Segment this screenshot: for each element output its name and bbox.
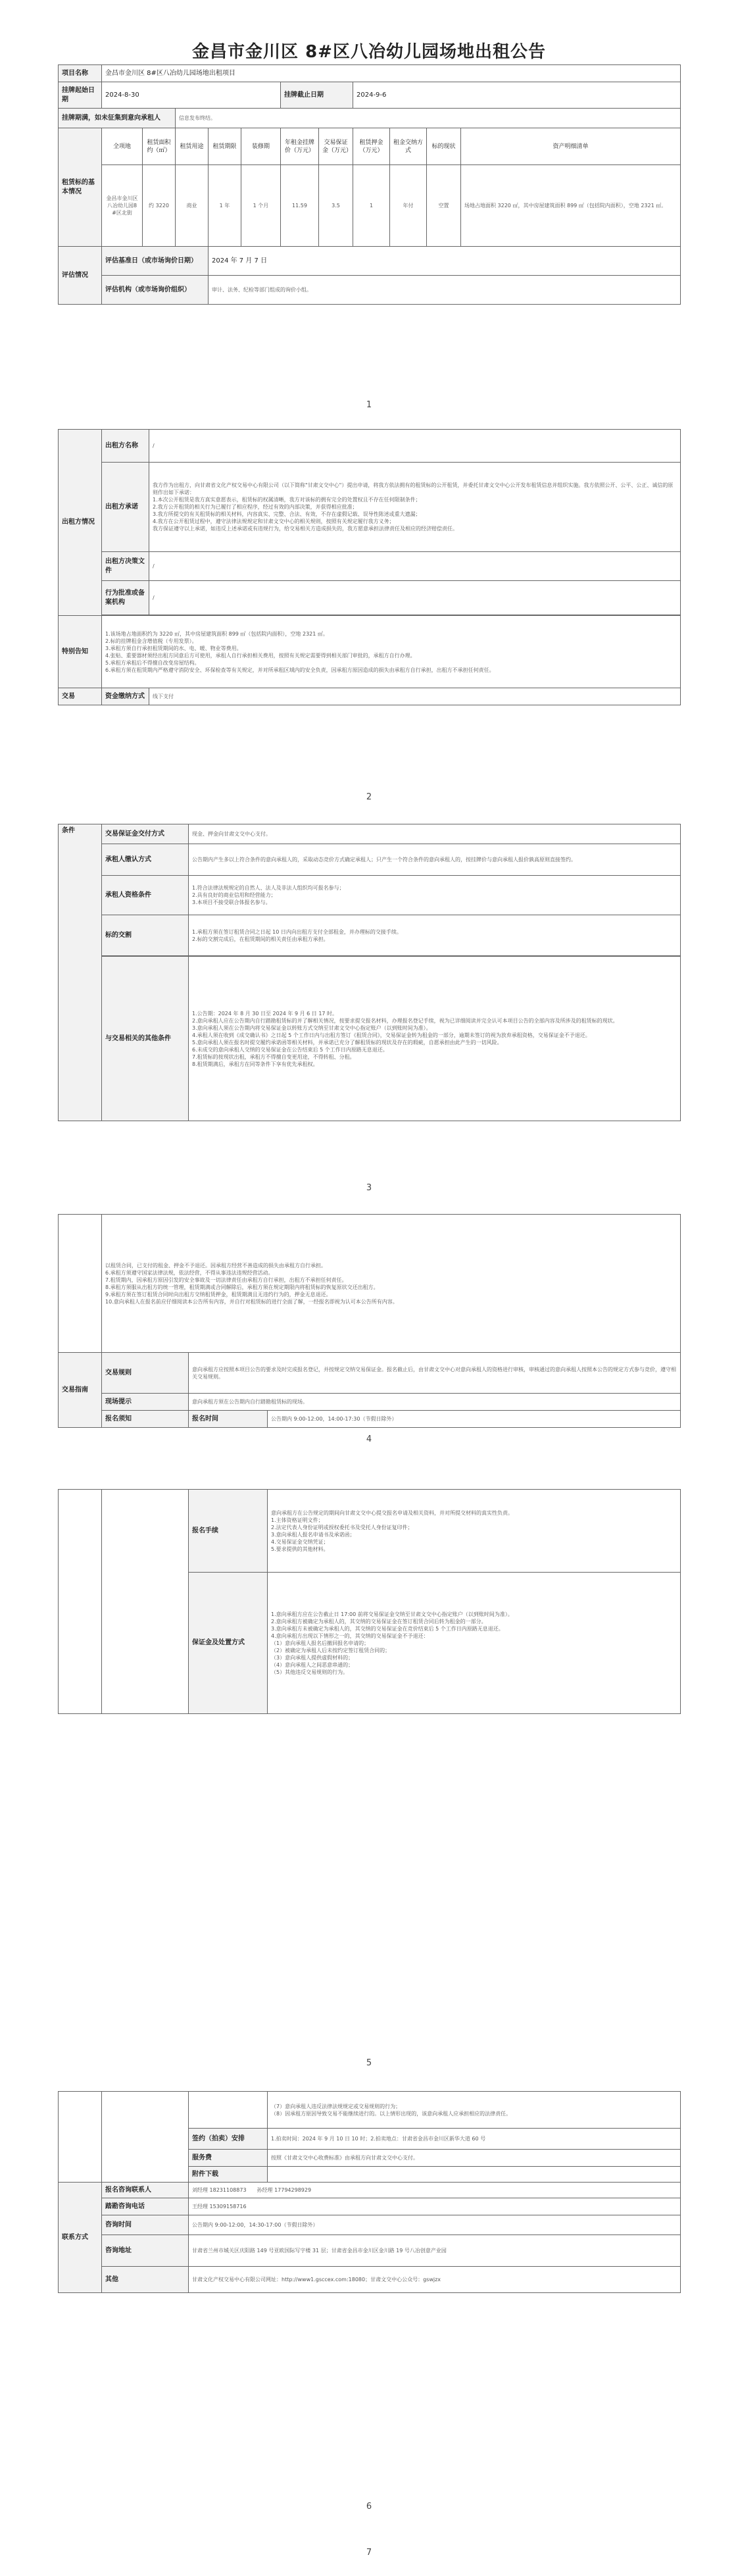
- eval-org-label: 评估机构（或市场询价组织）: [102, 276, 209, 305]
- special-label: 特别告知: [59, 616, 102, 688]
- survey-phone-label: 踏勘咨询电话: [102, 2198, 189, 2215]
- table-cell: 金昌市金川区八冶幼儿园8#区北街: [102, 165, 143, 247]
- header-cell: 交易保证金（万元）: [319, 128, 353, 165]
- table-cell: 空置: [427, 165, 461, 247]
- header-cell: 年租金挂牌价（万元）: [281, 128, 319, 165]
- promise-text: [149, 463, 681, 552]
- other-line: 6.未成交的意向承租人交纳的交易保证金在公告结束后 5 个工作日内原路无息退还。: [192, 1046, 388, 1053]
- attachment-label: 附件下载: [189, 2167, 268, 2183]
- special-text: [102, 616, 681, 688]
- decision-label: 出租方决策文件: [102, 552, 149, 581]
- header-cell: 租赁押金（万元）: [353, 128, 390, 165]
- page-number: 7: [366, 2548, 372, 2558]
- header-cell: 标的现状: [427, 128, 461, 165]
- lessor-label: 出租方情况: [59, 430, 102, 616]
- other-line: 4.承租人须在收到《成交确认书》之日起 5 个工作日内与出租方签订《租赁合同》，交易保证金转为租金的一部分，逾期未签订的视为放弃承租资格，交易保证金不予退还。: [192, 1032, 591, 1038]
- lessor-name-value: /: [149, 430, 681, 463]
- handover-label: 标的交割: [102, 915, 189, 956]
- trade-rules-label: 交易规则: [102, 1353, 189, 1394]
- page-number: 6: [366, 2502, 372, 2512]
- other-line: 1.公告期：2024 年 8 月 30 日至 2024 年 9 月 6 日 17 时。: [192, 1010, 338, 1017]
- bond-line: （3）意向承租人提供虚假材料的；: [271, 1654, 354, 1661]
- pay-way-label: 承租人缴认方式: [102, 844, 189, 876]
- project-name-label: 项目名称: [59, 65, 102, 82]
- bond-continued-text: [268, 2092, 681, 2129]
- consult-time-value: 公告期内 9:00-12:00，14:30-17:00（节假日除外）: [189, 2215, 681, 2235]
- empty-cell: [59, 1215, 102, 1353]
- bond-line: 2.意向承租方被确定为承租人的，其交纳的交易保证金在签订租赁合同后转为租金的一部分。: [271, 1618, 487, 1625]
- promise-line: 我方作为出租方，向甘肃省文化产权交易中心有限公司（以下简称"甘肃文交中心"）提出申请，将我方依法拥有的租赁标的公开租赁，并委托甘肃文交中心公开发布租赁信息并组织实施。我方依照公开、公平、公正、诚信的原则作出如下承诺：: [153, 482, 674, 495]
- consult-address-label: 咨询地址: [102, 2235, 189, 2267]
- eval-label: 评估情况: [59, 247, 102, 305]
- consult-address-value: 甘肃省兰州市城关区庆阳路 149 号亚欧国际写字楼 31 层；甘肃省金昌市金川区金川路 19 号八冶创意产业园: [189, 2235, 681, 2267]
- handover-line: 2.标的交割完成后，在租赁期间的相关责任由承租方承担。: [192, 936, 329, 942]
- table-cell: 11.59: [281, 165, 319, 247]
- promise-line: 2.我方公开租赁的相关行为已履行了相应程序，经过有效的内部决策，并获得相应批准；: [153, 504, 358, 510]
- bond-line: 3.意向承租方未被确定为承租人的，其交纳的交易保证金在竞价结束后 5 个工作日内原路无息退还。: [271, 1625, 504, 1632]
- registration-table: [58, 1489, 681, 1714]
- promise-label: 出租方承诺: [102, 463, 149, 552]
- consult-time-label: 咨询时间: [102, 2215, 189, 2235]
- promise-line: 1.本次公开租赁是我方真实意愿表示，租赁标的权属清晰，我方对该标的拥有完全的处置权且不存在任何限制条件；: [153, 497, 421, 503]
- empty-cell: [189, 2092, 268, 2129]
- table-cell: 1 个月: [241, 165, 281, 247]
- payment-label: 资金缴纳方式: [102, 688, 149, 705]
- contact-table: [58, 2091, 681, 2293]
- empty-cell: [59, 1490, 102, 1714]
- table-cell: 年付: [390, 165, 427, 247]
- page-number: 5: [366, 2058, 372, 2068]
- registration-time-value: 公告期内 9:00-12:00，14:00-17:30（节假日除外）: [268, 1411, 681, 1428]
- service-fee-label: 服务费: [189, 2150, 268, 2167]
- bond-line: （2）被确定为承租人后未按约定签订租赁合同的；: [271, 1647, 391, 1654]
- table-cell: 1 年: [209, 165, 241, 247]
- contact-label: 联系方式: [59, 2183, 102, 2293]
- extension-value: 信息发布终结。: [176, 109, 681, 128]
- listing-start-label: 挂牌起始日期: [59, 82, 102, 109]
- other-line: 5.意向承租人须在报名时提交履约承诺函等相关材料，并承诺已充分了解租赁标的现状及存在的瑕疵，自愿承担由此产生的一切风险。: [192, 1039, 503, 1046]
- handover-text: [189, 915, 681, 956]
- approval-label: 行为批准或备案机构: [102, 581, 149, 615]
- table-cell: 1: [353, 165, 390, 247]
- procedure-line: 4.交易保证金交纳凭证；: [271, 1538, 329, 1545]
- payment-value: 线下支付: [149, 688, 681, 705]
- trade-guide-label: 交易指南: [59, 1353, 102, 1428]
- listing-start-value: 2024-8-30: [102, 82, 281, 109]
- procedure-label: 报名手续: [189, 1490, 268, 1573]
- procedure-line: 2.法定代表人身份证明或授权委托书及受托人身份证复印件；: [271, 1524, 413, 1530]
- bond-line: （1）意向承租人报名后撤回报名申请的；: [271, 1640, 370, 1646]
- table-cell: 场地占地面积 3220 ㎡，其中房屋建筑面积 899 ㎡（包括院内面积），空地 2321 ㎡。: [461, 165, 681, 247]
- header-cell: 装修期: [241, 128, 281, 165]
- eval-date-value: 2024 年 7 月 7 日: [209, 247, 681, 276]
- continued-line: 10.意向承租人在报名前应仔细阅读本公告所有内容，并自行对租赁标的进行全面了解，一经报名即视为认可本公告所有内容。: [105, 1298, 398, 1305]
- table-cell: 商业: [176, 165, 209, 247]
- header-cell: 租金交纳方式: [390, 128, 427, 165]
- trade-rules-value: 意向承租方应按照本项目公告的要求及时完成报名登记，并按规定交纳交易保证金。报名截止后，由甘肃文交中心对意向承租人的资格进行审核，审核通过的意向承租人按照本公告的规定方式参与竞价，遵守相关交易规则。: [189, 1353, 681, 1394]
- other-conditions-text: [189, 957, 681, 1121]
- bond-line: 1.意向承租方应在公告截止日 17:00 前将交易保证金交纳至甘肃文交中心指定账户（以到账时间为准）。: [271, 1611, 513, 1617]
- qualification-label: 承租人资格条件: [102, 876, 189, 915]
- procedure-line: 1.主体资格证明文件；: [271, 1517, 324, 1523]
- continued-line: 7.租赁期内，因承租方原因引发的安全事故及一切法律责任由承租方自行承担，出租方不承担任何责任。: [105, 1276, 347, 1283]
- bond-label: 保证金及处置方式: [189, 1573, 268, 1714]
- trade-guide-table: [58, 1214, 681, 1428]
- deposit-method-label: 交易保证金交付方式: [102, 824, 189, 844]
- other-info-value: 甘肃文化产权交易中心有限公司网址：http://www1.gsccex.com:18080；甘肃文交中心公众号：gswjzx: [189, 2267, 681, 2293]
- header-cell: 全项地: [102, 128, 143, 165]
- header-cell: 资产明细清单: [461, 128, 681, 165]
- other-conditions-label: 与交易相关的其他条件: [102, 957, 189, 1121]
- special-line: 1.该场地占地面积约为 3220 ㎡，其中房屋建筑面积 899 ㎡（包括院内面积），空地 2321 ㎡。: [105, 630, 328, 637]
- other-info-label: 其他: [102, 2267, 189, 2293]
- eval-org-value: 审计、法务、纪检等部门组成的询价小组。: [209, 276, 681, 305]
- continued-line: （7）意向承租人违反法律法规规定或交易规则的行为；: [271, 2103, 401, 2109]
- deposit-method-value: 现金、押金向甘肃文交中心支付。: [189, 824, 681, 844]
- page-title: 金昌市金川区 8#区八冶幼儿园场地出租公告: [192, 42, 546, 62]
- procedure-line: 5.要求提供的其他材料。: [271, 1546, 329, 1552]
- special-line: 3.承租方须自行承担租赁期间的水、电、暖、物业等费用。: [105, 645, 242, 651]
- procedure-text: [268, 1490, 681, 1573]
- approval-value: /: [149, 581, 681, 615]
- continued-line: 6.承租方须遵守国家法律法规，依法经营，不得从事违法违规经营活动。: [105, 1269, 274, 1276]
- handover-line: 1.承租方须在签订租赁合同之日起 10 日内向出租方支付全部租金，并办理标的交接手续。: [192, 928, 402, 935]
- header-cell: 租赁面积约（㎡）: [143, 128, 176, 165]
- listing-end-label: 挂牌截止日期: [281, 82, 353, 109]
- conditions-continued-text: [102, 1215, 681, 1353]
- table-cell: 约 3220: [143, 165, 176, 247]
- bid-schedule-label: 签约（拍卖）安排: [189, 2129, 268, 2150]
- special-line: 4.张贴、重要器材须经出租方同意后方可使用，承租人自行承担相关费用，按照有关规定需要得到相关部门审批的，承租方自行办理。: [105, 652, 416, 659]
- eval-date-label: 评估基准日（或市场询价日期）: [102, 247, 209, 276]
- lessor-name-label: 出租方名称: [102, 430, 149, 463]
- bid-schedule-value: 1.拍卖时间：2024 年 9 月 10 日 10 时；2.拍卖地点：甘肃省金昌市金川区新华大道 60 号: [268, 2129, 681, 2150]
- service-fee-value: 按照《甘肃文交中心收费标准》由承租方向甘肃文交中心支付。: [268, 2150, 681, 2167]
- site-notice-value: 意向承租方须在公告期内自行踏勘租赁标的现场。: [189, 1394, 681, 1411]
- other-line: 3.意向承租人须在公告期内将交易保证金以转账方式交纳至甘肃文交中心指定账户（以到账时间为准）。: [192, 1024, 431, 1031]
- empty-cell: [59, 2092, 102, 2183]
- trade-label: 交易: [59, 688, 102, 705]
- empty-cell: [102, 1490, 189, 1714]
- promise-line: 3.我方所提交的有关租赁标的相关材料，内容真实、完整、合法、有效，不存在虚假记载、误导性陈述或重大遗漏；: [153, 511, 421, 517]
- qualification-line: 2.具有良好的商业信用和经营能力；: [192, 892, 276, 898]
- project-name-value: 金昌市金川区 8#区八冶幼儿园场地出租项目: [102, 65, 681, 82]
- qualification-line: 1.符合法律法规规定的自然人、法人及非法人组织均可报名参与；: [192, 885, 345, 891]
- conditions-label: 条件: [59, 824, 102, 1121]
- page-number: 1: [366, 400, 372, 410]
- special-line: 5.承租方承租后不得擅自改变房屋结构。: [105, 659, 200, 666]
- page-number: 4: [366, 1434, 372, 1444]
- bond-line: 4.意向承租方出现以下情形之一的，其交纳的交易保证金不予退还：: [271, 1632, 429, 1639]
- qualification-text: [189, 876, 681, 915]
- continued-line: 以租赁合同，已支付的租金、押金不予退还。因承租方经营不善造成的损失由承租方自行承担。: [105, 1262, 326, 1269]
- page-number: 2: [366, 792, 372, 802]
- registration-contact-value: 刘经理 18231108873 孙经理 17794298929: [189, 2183, 681, 2198]
- attachment-value: [268, 2167, 681, 2183]
- basic-label: 租赁标的基本情况: [59, 128, 102, 247]
- table-cell: 3.5: [319, 165, 353, 247]
- continued-line: 9.承租方须在签订租赁合同时向出租方交纳租赁押金，租赁期满且无违约行为的，押金无息退还。: [105, 1291, 332, 1298]
- decision-value: /: [149, 552, 681, 581]
- bond-text: [268, 1573, 681, 1714]
- promise-line: 4.我方在公开租赁过程中，遵守法律法规规定和甘肃文交中心的相关规则，按照有关规定履行我方义务；: [153, 518, 395, 524]
- promise-line: 我方保证遵守以上承诺，如违反上述承诺或有违规行为，给交易相关方造成损失的，我方愿意承担法律责任及相应的经济赔偿责任。: [153, 526, 458, 532]
- registration-time-label: 报名时间: [189, 1411, 268, 1428]
- procedure-line: 意向承租方在公告规定的期间向甘肃文交中心提交报名申请及相关资料，并对所提交材料的真实性负责。: [271, 1509, 513, 1516]
- other-line: 7.租赁标的按现状出租，承租方不得擅自变更用途，不得转租、分租。: [192, 1053, 355, 1060]
- bond-line: （4）意向承租人之间恶意串通的；: [271, 1661, 354, 1668]
- continued-line: 8.承租方须服从出租方的统一管理，租赁期满或合同解除后，承租方须在规定期限内将租赁标的恢复原状交还出租方。: [105, 1284, 379, 1290]
- empty-cell: [102, 2092, 189, 2183]
- registration-contact-label: 报名咨询联系人: [102, 2183, 189, 2198]
- extension-label: 挂牌期满，如未征集到意向承租人: [59, 109, 176, 128]
- special-line: 6.承租方须在租赁期内严格遵守消防安全、环保检查等有关规定，并对所承租区域内的安全负责，因承租方原因造成的损失由承租方自行承担，出租方不承担任何责任。: [105, 667, 495, 673]
- listing-end-value: 2024-9-6: [353, 82, 681, 109]
- other-line: 2.意向承租人应在公告期内自行踏勘租赁标的并了解相关情况，按要求提交报名材料，办理报名登记手续，视为已详细阅读并完全认可本项目公告的全部内容及所涉及的租赁标的现状。: [192, 1017, 618, 1024]
- continued-line: （8）因承租方原因导致交易不能继续进行的。以上情形出现的，该意向承租人应承担相应的法律责任。: [271, 2110, 512, 2117]
- pay-way-value: 公告期内产生多以上符合条件的意向承租人的，采取动态竞价方式确定承租人；只产生一个符合条件的意向承租人的，按挂牌价与意向承租人报价孰高原则直接签约。: [189, 844, 681, 876]
- survey-phone-value: 王经理 15309158716: [189, 2198, 681, 2215]
- bond-line: （5）其他违反交易规则的行为。: [271, 1669, 349, 1675]
- page-number: 3: [366, 1183, 372, 1193]
- other-line: 8.租赁期满后，承租方在同等条件下享有优先承租权。: [192, 1061, 318, 1067]
- qualification-line: 3.本项目不接受联合体报名参与。: [192, 899, 271, 905]
- lessor-info-table: [58, 429, 681, 705]
- header-cell: 租赁期限: [209, 128, 241, 165]
- registration-label: 报名须知: [102, 1411, 189, 1428]
- conditions-table: [58, 824, 681, 1121]
- special-line: 2.标的挂牌租金含增值税（专用发票）。: [105, 638, 197, 644]
- procedure-line: 3.意向承租人报名申请书及承诺函；: [271, 1531, 355, 1538]
- site-notice-label: 现场提示: [102, 1394, 189, 1411]
- header-cell: 租赁用途: [176, 128, 209, 165]
- basic-info-table: [58, 64, 681, 305]
